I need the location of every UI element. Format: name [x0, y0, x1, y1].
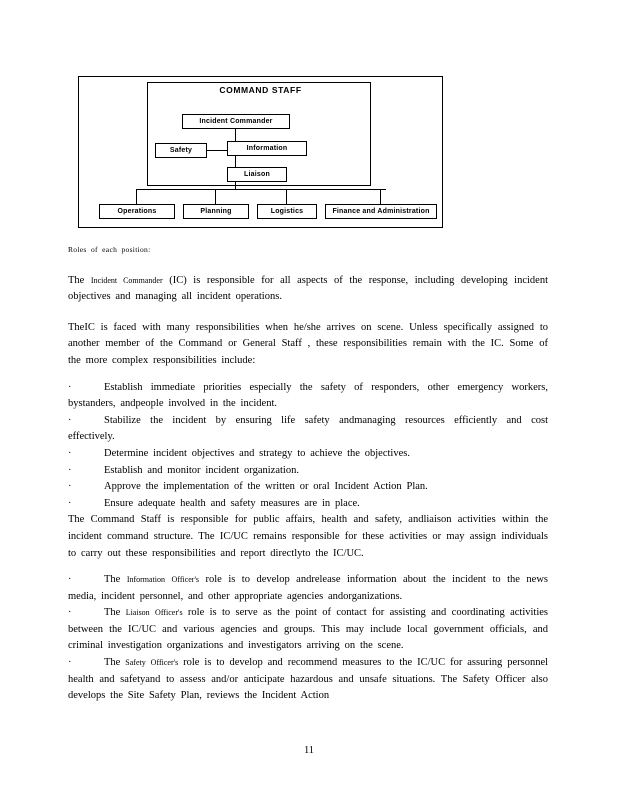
- org-chart-canvas: [79, 77, 442, 227]
- officer-lead: The: [104, 657, 121, 669]
- list-item-text: role is to develop and recommend measures to the IC/UC for assuring personnel health and safetyand to assess and/or anticipate hazardous and unsafe situations. The Safety Officer also develops the Site Safety Plan, reviews the Incident Action: [68, 657, 549, 702]
- roles-heading: Roles of each position:: [68, 245, 151, 254]
- bullet-icon: ·: [68, 607, 72, 619]
- connector-branch-logistics: [286, 189, 287, 204]
- list-item: [68, 463, 548, 480]
- ic-intro-label: Incident Commander: [90, 275, 163, 285]
- ic-intro-lead: The: [68, 274, 85, 286]
- list-item-text: Approve the implementation of the written or oral Incident Action Plan.: [104, 481, 428, 493]
- list-item-text: Establish and monitor incident organization.: [104, 464, 299, 476]
- paragraph-ic-intro: [68, 273, 548, 306]
- officer-role-label: Safety: [125, 658, 146, 668]
- org-node-logistics: Logistics: [257, 204, 317, 219]
- org-node-liaison: Liaison: [227, 167, 287, 182]
- connector-branch-operations: [136, 189, 137, 204]
- list-item: [68, 655, 548, 705]
- officer-role-label: Liaison: [125, 608, 150, 618]
- paragraph-command-staff: The Command Staff is responsible for public affairs, health and safety, andliaison activities within the incident command structure. The IC/UC remains responsible for these activities or may assign individuals to carry out these responsibilities and report directlyto the IC/UC.: [68, 514, 548, 559]
- officer-lead: The: [104, 574, 121, 586]
- list-item: [68, 413, 548, 446]
- list-item-text: role is to develop andrelease information about the incident to the news media, incident personnel, and other appropriate agencies andorganizations.: [68, 574, 548, 602]
- list-item-text: role is to serve as the point of contact for assisting and coordinating activities between the IC/UC and various agencies and groups. This may include local government officials, and criminal investigation organizations and investigators arriving on the scene.: [68, 607, 548, 652]
- bullet-icon: ·: [68, 497, 72, 509]
- org-node-information: Information: [227, 141, 307, 156]
- bullet-icon: ·: [68, 381, 72, 393]
- bullet-icon: ·: [68, 574, 72, 586]
- ic-intro-rest: (IC) is responsible for all aspects of the response, including developing incident objectives and managing all incident operations.: [68, 274, 548, 303]
- list-item: [68, 605, 548, 655]
- officer-role-possessive: Officer's: [155, 608, 183, 618]
- officer-role-possessive: Officer's: [171, 575, 200, 585]
- connector-horizontal-bus: [136, 189, 386, 190]
- list-item: [68, 572, 548, 605]
- org-node-finance-administration: Finance and Administration: [325, 204, 437, 219]
- list-item-text: Determine incident objectives and strategy to achieve the objectives.: [104, 447, 410, 459]
- list-item: [68, 380, 548, 413]
- list-item-text: Stabilize the incident by ensuring life safety andmanaging resources efficiently and cost effectively.: [68, 414, 548, 443]
- list-item-text: Ensure adequate health and safety measures are in place.: [104, 497, 360, 509]
- list-item: [68, 496, 548, 513]
- connector-branch-finance: [380, 189, 381, 204]
- list-item-text: Establish immediate priorities especially the safety of responders, other emergency workers, bystanders, andpeople involved in the incident.: [68, 381, 548, 410]
- bullet-icon: ·: [68, 447, 72, 459]
- paragraph-ic-responsibilities: TheIC is faced with many responsibilities when he/she arrives on scene. Unless specifically assigned to another member of the Command or General Staff , these responsibilities remain with the IC. Some of the more complex responsibilities include:: [68, 321, 548, 366]
- officer-lead: The: [104, 607, 121, 619]
- bullet-icon: ·: [68, 414, 72, 426]
- list-item: [68, 479, 548, 496]
- org-node-operations: Operations: [99, 204, 175, 219]
- officer-role-label: Information: [126, 575, 166, 585]
- connector-branch-planning: [215, 189, 216, 204]
- org-node-planning: Planning: [183, 204, 249, 219]
- org-chart-title: COMMAND STAFF: [219, 85, 302, 95]
- org-node-incident-commander: Incident Commander: [182, 114, 290, 129]
- bullet-icon: ·: [68, 481, 72, 493]
- command-staff-org-chart: [78, 76, 443, 228]
- list-item: [68, 446, 548, 463]
- officer-role-possessive: Officer's: [150, 658, 179, 668]
- org-node-safety: Safety: [155, 143, 207, 158]
- bullet-icon: ·: [68, 657, 72, 669]
- page-number: 11: [303, 745, 315, 756]
- document-body: [68, 242, 548, 705]
- bullet-icon: ·: [68, 464, 72, 476]
